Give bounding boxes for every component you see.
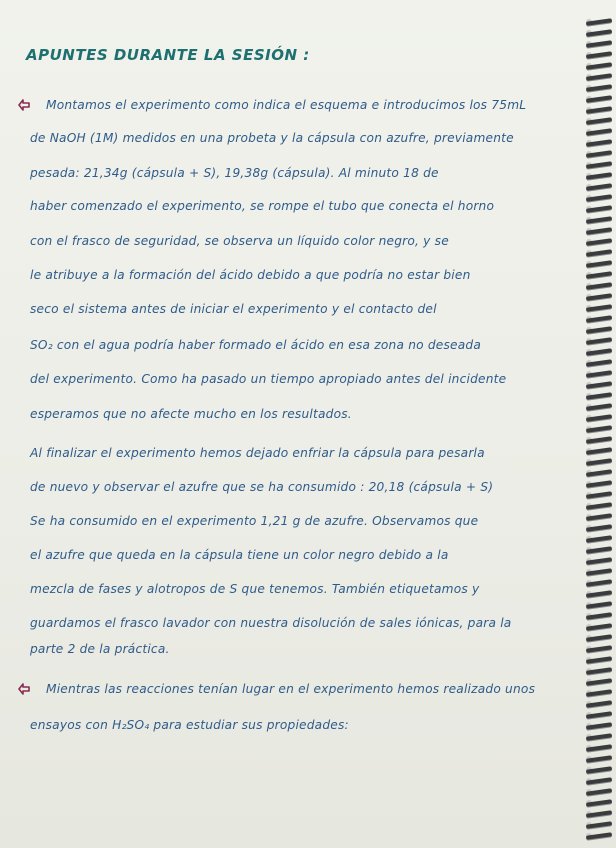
text-line: parte 2 de la práctica. [30,642,170,656]
text-line: esperamos que no afecte mucho en los resultados. [30,407,352,421]
spiral-binding [582,6,616,848]
text-line: pesada: 21,34g (cápsula + S), 19,38g (cápsula). Al minuto 18 de [30,166,439,180]
text-line: de nuevo y observar el azufre que se ha consumido : 20,18 (cápsula + S) [30,480,494,494]
text-line: mezcla de fases y alotropos de S que tenemos. También etiquetamos y [30,582,480,596]
text-line: del experimento. Como ha pasado un tiempo apropiado antes del incidente [30,372,507,386]
text-line: seco el sistema antes de iniciar el experimento y el contacto del [30,302,437,316]
text-line: Mientras las reacciones tenían lugar en el experimento hemos realizado unos [46,682,536,696]
text-line: de NaOH (1M) medidos en una probeta y la cápsula con azufre, previamente [30,131,514,145]
text-line: Montamos el experimento como indica el esquema e introducimos los 75mL [46,98,527,112]
text-line: haber comenzado el experimento, se rompe el tubo que conecta el horno [30,199,495,213]
page-title: APUNTES DURANTE LA SESIÓN : [26,46,310,64]
hand-pointer-icon [18,682,31,696]
text-line: el azufre que queda en la cápsula tiene un color negro debido a la [30,548,449,562]
text-line: Al finalizar el experimento hemos dejado enfriar la cápsula para pesarla [30,446,485,460]
text-line: ensayos con H₂SO₄ para estudiar sus propiedades: [30,718,349,732]
text-line: con el frasco de seguridad, se observa un líquido color negro, y se [30,234,449,248]
text-line: Se ha consumido en el experimento 1,21 g de azufre. Observamos que [30,514,479,528]
text-line: le atribuye a la formación del ácido debido a que podría no estar bien [30,268,471,282]
hand-pointer-icon [18,98,31,112]
text-line: guardamos el frasco lavador con nuestra disolución de sales iónicas, para la [30,616,512,630]
text-line: SO₂ con el agua podría haber formado el ácido en esa zona no deseada [30,338,482,352]
